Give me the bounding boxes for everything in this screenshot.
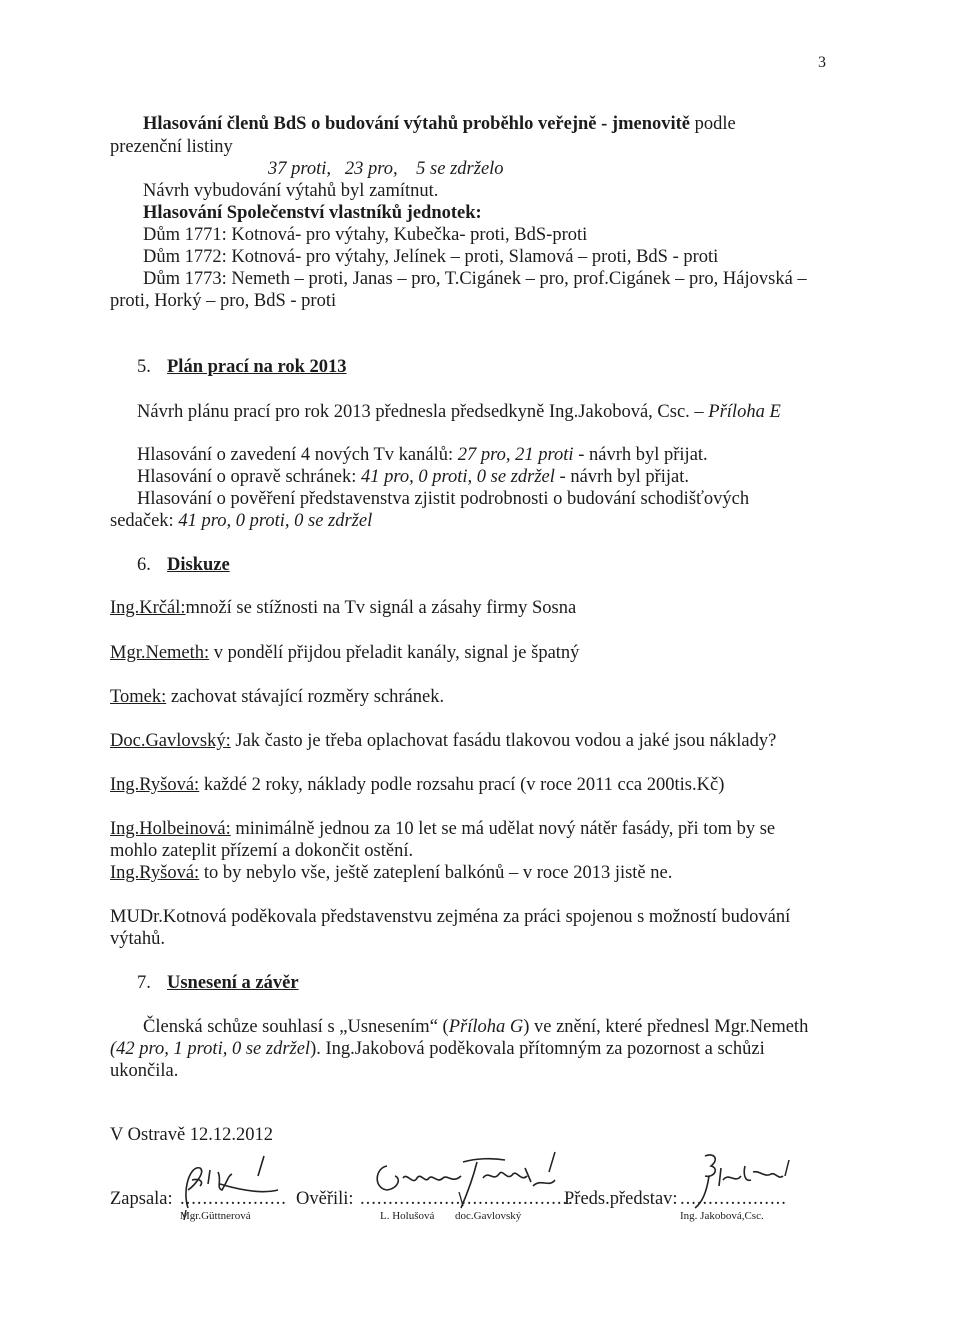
vote-svj-line-1772: Dům 1772: Kotnová- pro výtahy, Jelínek – proti, Slamová – proti, BdS - proti: [143, 247, 719, 267]
section5-vote3-text: sedaček:: [110, 511, 174, 531]
vote-bds-line2: prezenční listiny: [110, 137, 233, 157]
overili-label: Ověřili:: [296, 1189, 354, 1209]
section7-line2-b: ). Ing.Jakobová poděkovala přítomným za pozornost a schůzi: [310, 1039, 765, 1059]
section7-title: Usnesení a závěr: [167, 973, 299, 993]
section5-vote2-text: Hlasování o opravě schránek:: [137, 467, 357, 487]
signature-stroke: [549, 1152, 555, 1172]
section5-number: 5.: [137, 357, 151, 377]
section5-vote2: [137, 466, 689, 488]
signature-guttnerova: [170, 1150, 280, 1225]
discussion-holbeinova-cont: mohlo zateplit přízemí a dokončit ostění.: [110, 841, 414, 861]
overili-dots: ......................................: [360, 1189, 574, 1209]
discussion-text: v pondělí přijdou přeladit kanály, signal je špatný: [209, 643, 580, 663]
preds-name: Ing. Jakobová,Csc.: [680, 1210, 764, 1222]
signature-overili-strokes: [365, 1148, 565, 1218]
discussion-text: zachovat stávající rozměry schránek.: [166, 687, 445, 707]
discussion-speaker: Ing.Holbeinová:: [110, 819, 231, 839]
signature-stroke: [184, 1210, 186, 1220]
section5-title: Plán prací na rok 2013: [167, 357, 347, 377]
discussion-text: každé 2 roky, náklady podle rozsahu prací (v roce 2011 cca 200tis.Kč): [199, 775, 725, 795]
section5-vote1: [137, 444, 708, 466]
discussion-entry: [110, 730, 776, 752]
discussion-speaker: Ing.Ryšová:: [110, 863, 200, 883]
discussion-speaker: Tomek:: [110, 687, 167, 707]
overili-name-1: L. Holušová: [380, 1210, 435, 1222]
section6-number: 6.: [137, 555, 151, 575]
signature-stroke: [461, 1159, 555, 1208]
vote-svj-line-1773-cont: proti, Horký – pro, BdS - proti: [110, 291, 337, 311]
kotnova-thanks-line1: MUDr.Kotnová poděkovala představenstvu zejména za práci spojenou s možností budování: [110, 907, 791, 927]
section5-proposal: Návrh plánu prací pro rok 2013 přednesla předsedkyně Ing.Jakobová, Csc. –: [137, 402, 704, 422]
vote-svj-line-1771: Dům 1771: Kotnová- pro výtahy, Kubečka- proti, BdS-proti: [143, 225, 588, 245]
zapsala-name: Mgr.Güttnerová: [180, 1210, 251, 1222]
section5-vote2-tail: - návrh byl přijat.: [559, 467, 689, 487]
signature-guttnerova-strokes: [170, 1150, 280, 1220]
discussion-speaker: Ing.Krčál:: [110, 598, 186, 618]
kotnova-thanks-line2: výtahů.: [110, 929, 165, 949]
section5-vote1-text: Hlasování o zavedení 4 nových Tv kanálů:: [137, 445, 454, 465]
section7-line1: [143, 1016, 808, 1038]
signature-jakobova: [685, 1146, 795, 1221]
vote-svj-heading: Hlasování Společenství vlastníků jednotek:: [143, 203, 482, 223]
page-number: 3: [818, 54, 826, 71]
discussion-speaker: Doc.Gavlovský:: [110, 731, 231, 751]
section7-line2: [110, 1038, 765, 1060]
signature-holusova-gavlovsky: [365, 1148, 565, 1223]
signature-stroke: [186, 1168, 278, 1208]
section5-vote2-result: 41 pro, 0 proti, 0 se zdržel: [360, 467, 555, 487]
zapsala-dots: ...................: [180, 1189, 287, 1209]
discussion-text: množí se stížnosti na Tv signál a zásahy firmy Sosna: [185, 598, 577, 618]
preds-dots: ...................: [680, 1189, 787, 1209]
discussion-text: minimálně jednou za 10 let se má udělat nový nátěr fasády, při tom by se: [230, 819, 776, 839]
signature-jakobova-strokes: [685, 1146, 795, 1216]
signature-stroke: [459, 1192, 463, 1206]
discussion-entry: [110, 686, 444, 708]
discussion-speaker: Mgr.Nemeth:: [110, 643, 210, 663]
section5-proposal-attachment: Příloha E: [708, 402, 781, 422]
section7-line3: ukončila.: [110, 1061, 179, 1081]
signature-stroke: [258, 1156, 264, 1176]
signature-stroke: [695, 1155, 783, 1208]
section5-vote3-line2: [110, 510, 372, 532]
section7-line1-a: Členská schůze souhlasí s „Usnesením“ (: [143, 1017, 449, 1037]
discussion-text: Jak často je třeba oplachovat fasádu tlakovou vodou a jaké jsou náklady?: [230, 731, 777, 751]
section7-number: 7.: [137, 973, 151, 993]
discussion-text: to by nebylo vše, ještě zateplení balkónů – v roce 2013 jistě ne.: [199, 863, 673, 883]
vote-bds-heading-line: [143, 113, 736, 135]
signature-stroke: [377, 1166, 461, 1190]
section5-vote3-result: 41 pro, 0 proti, 0 se zdržel: [178, 511, 373, 531]
section5-proposal-line: [137, 401, 781, 423]
section7-vote-result: (42 pro, 1 proti, 0 se zdržel: [110, 1039, 311, 1059]
discussion-entry: [110, 818, 775, 840]
vote-bds-outcome: Návrh vybudování výtahů byl zamítnut.: [143, 181, 439, 201]
place-date: V Ostravě 12.12.2012: [110, 1125, 274, 1145]
zapsala-label: Zapsala:: [110, 1189, 173, 1209]
section5-vote1-result: 27 pro, 21 proti: [457, 445, 574, 465]
vote-bds-heading: Hlasování členů BdS o budování výtahů proběhlo veřejně - jmenovitě: [143, 114, 691, 134]
discussion-entry: [110, 862, 672, 884]
section5-vote3-line1: Hlasování o pověření představenstva zjistit podrobnosti o budování schodišťových: [137, 489, 750, 509]
section7-line1-c: ) ve znění, které přednesl Mgr.Nemeth: [523, 1017, 809, 1037]
vote-svj-line-1773: Dům 1773: Nemeth – proti, Janas – pro, T.Cigánek – pro, prof.Cigánek – pro, Hájovská –: [143, 269, 807, 289]
preds-label: Předs.představ:: [564, 1189, 678, 1209]
section5-vote1-tail: - návrh byl přijat.: [578, 445, 708, 465]
discussion-entry: [110, 642, 579, 664]
discussion-entry: [110, 597, 576, 619]
discussion-entry: [110, 774, 724, 796]
signature-stroke: [785, 1160, 789, 1176]
section7-attachment: Příloha G: [448, 1017, 524, 1037]
vote-bds-result: 37 proti, 23 pro, 5 se zdrželo: [268, 159, 504, 179]
vote-bds-heading-tail: podle: [690, 114, 736, 134]
discussion-speaker: Ing.Ryšová:: [110, 775, 200, 795]
section6-title: Diskuze: [167, 555, 230, 575]
overili-name-2: doc.Gavlovský: [455, 1210, 522, 1222]
